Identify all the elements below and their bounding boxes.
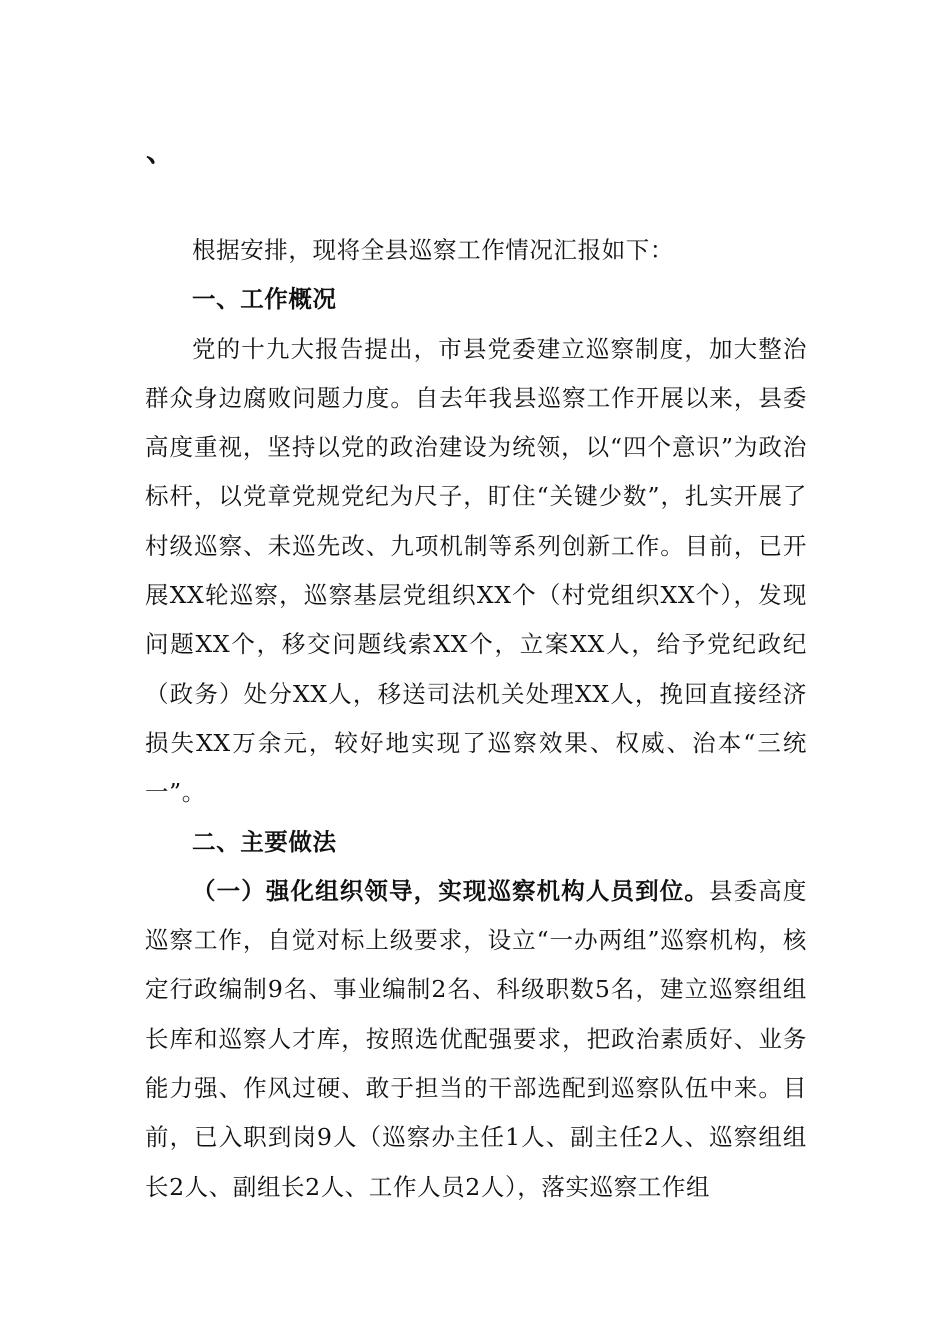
- overview-paragraph: 党的十九大报告提出，市县党委建立巡察制度，加大整治群众身边腐败问题力度。自去年我县巡察工作开展以来，县委高度重视，坚持以党的政治建设为统领，以“四个意识”为政治标杆，以党章党规党纪为尺子，盯住“关键少数”，扎实开展了村级巡察、未巡先改、九项机制等系列创新工作。目前，已开展XX轮巡察，巡察基层党组织XX个（村党组织XX个），发现问题XX个，移交问题线索XX个，立案XX人，给予党纪政纪（政务）处分XX人，移送司法机关处理XX人，挽回直接经济损失XX万余元，较好地实现了巡察效果、权威、治本“三统一”。: [145, 334, 807, 807]
- punctuation-mark: 、: [146, 135, 175, 168]
- section-heading-overview: 一、工作概况: [192, 285, 337, 314]
- document-body: [145, 226, 807, 1212]
- practice-item-1-paragraph: [145, 867, 807, 1212]
- intro-paragraph: 根据安排，现将全县巡察工作情况汇报如下：: [192, 236, 674, 264]
- practice-item-1-body: 县委高度巡察工作，自觉对标上级要求，设立“一办两组”巡察机构，核定行政编制9名、事业编制2名、科级职数5名，建立巡察组组长库和巡察人才库，按照选优配强要求，把政治素质好、业务能力强、作风过硬、敢于担当的干部选配到巡察队伍中来。目前，已入职到岗9人（巡察办主任1人、副主任2人、巡察组组长2人、副组长2人、工作人员2人），落实巡察工作组: [145, 876, 807, 1201]
- practice-item-1-lead: （一）强化组织领导，实现巡察机构人员到位。: [192, 876, 710, 905]
- section-heading-practices: 二、主要做法: [192, 827, 337, 856]
